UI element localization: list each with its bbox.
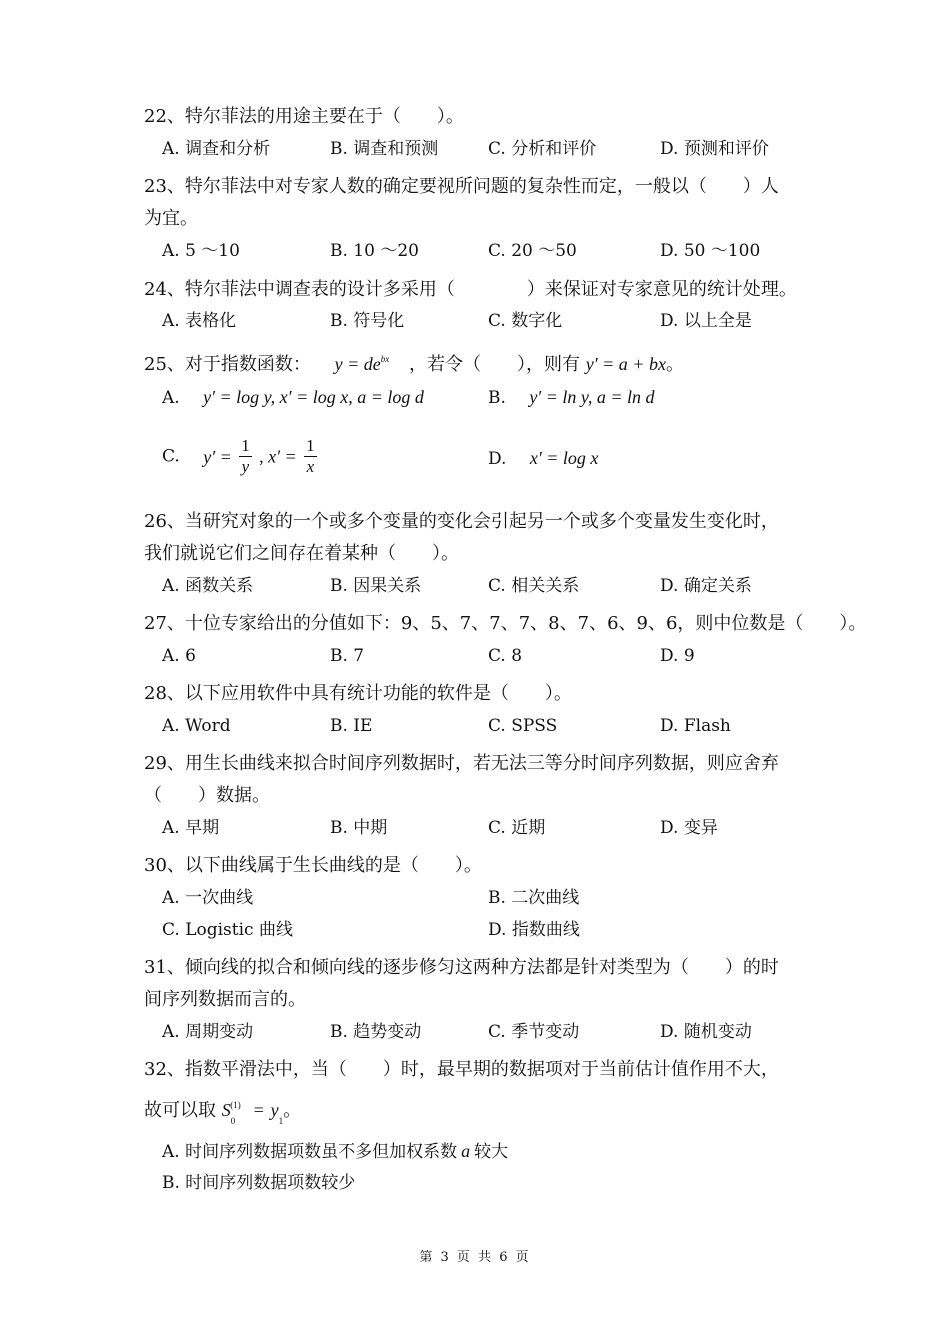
question-32-option-a: A. 时间序列数据项数虽不多但加权系数 a 较大 — [162, 1141, 509, 1162]
question-25-stem-part-b: ，若令（ ），则有 — [409, 354, 580, 375]
question-31-option-b: B. 趋势变动 — [330, 1022, 422, 1042]
page-footer: 第 3 页 共 6 页 — [419, 1250, 531, 1265]
question-25-formula: $y = de^{bx}$ — [334, 354, 390, 374]
question-24-option-b: B. 符号化 — [330, 311, 405, 331]
question-32-stem-line1: 32、指数平滑法中，当（ ）时，最早期的数据项对于当前估计值作用不大， — [144, 1059, 779, 1080]
question-32-stem-line2: 故可以取 $S_0^{(1)} = y_1$。 — [144, 1100, 302, 1126]
question-31-stem-line1: 31、倾向线的拟合和倾向线的逐步修匀这两种方法都是针对类型为（ ）的时 — [144, 957, 779, 978]
question-29-option-b: B. 中期 — [330, 818, 388, 838]
question-29-option-d: D. 变异 — [660, 818, 718, 838]
question-26-option-a: A. 函数关系 — [162, 576, 254, 596]
question-26-option-c: C. 相关关系 — [488, 576, 580, 596]
question-28-option-d: D. Flash — [660, 716, 731, 736]
question-26-stem-line1: 26、当研究对象的一个或多个变量的变化会引起另一个或多个变量发生变化时， — [144, 511, 779, 532]
question-27-option-b: B. 7 — [330, 646, 365, 666]
question-31-stem-line2: 间序列数据而言的。 — [144, 989, 306, 1010]
question-29-option-a: A. 早期 — [162, 818, 220, 838]
question-25-formula-2: y′ = a + bx — [585, 354, 666, 374]
fraction-1-over-y: $\frac{1}{y}$ — [241, 436, 250, 476]
s-zero-formula: $S_0^{(1)}$ — [221, 1100, 241, 1126]
question-30-option-d: D. 指数曲线 — [488, 920, 580, 940]
question-23-option-d: D. 50 ～100 — [660, 241, 761, 261]
question-28-option-c: C. SPSS — [488, 716, 558, 736]
question-22-option-a: A. 调查和分析 — [162, 139, 271, 159]
question-25-option-a: A. y′ = log y, x′ = log x, a = log d — [162, 387, 424, 408]
question-31-option-c: C. 季节变动 — [488, 1022, 580, 1042]
question-27-stem: 27、十位专家给出的分值如下：9、5、7、7、7、8、7、6、9、6，则中位数是（ ）。 — [144, 613, 867, 634]
question-25-stem — [144, 348, 684, 376]
question-30-option-a: A. 一次曲线 — [162, 888, 254, 908]
question-30-stem: 30、以下曲线属于生长曲线的是（ ）。 — [144, 855, 482, 876]
question-31-option-a: A. 周期变动 — [162, 1022, 254, 1042]
question-25-option-b: B. y′ = ln y, a = ln d — [488, 387, 655, 408]
question-28-option-b: B. IE — [330, 716, 373, 736]
question-25-stem-part-c: 。 — [665, 354, 684, 375]
question-23-option-a: A. 5 ～10 — [162, 241, 240, 261]
question-29-stem-line1: 29、用生长曲线来拟合时间序列数据时，若无法三等分时间序列数据，则应舍弃 — [144, 753, 779, 774]
question-25-stem-part-a: 25、对于指数函数： — [144, 354, 311, 375]
question-22-option-d: D. 预测和评价 — [660, 139, 769, 159]
y-one-formula: $y_1$ — [270, 1100, 284, 1126]
question-23-stem-line1: 23、特尔菲法中对专家人数的确定要视所问题的复杂性而定，一般以（ ）人 — [144, 176, 779, 197]
question-24-option-a: A. 表格化 — [162, 311, 237, 331]
question-22-option-b: B. 调查和预测 — [330, 139, 439, 159]
question-24-option-d: D. 以上全是 — [660, 311, 752, 331]
question-28-stem: 28、以下应用软件中具有统计功能的软件是（ ）。 — [144, 683, 572, 704]
question-22-option-c: C. 分析和评价 — [488, 139, 597, 159]
question-27-option-a: A. 6 — [162, 646, 196, 666]
question-29-stem-line2: （ ）数据。 — [144, 785, 270, 806]
question-26-stem-line2: 我们就说它们之间存在着某种（ ）。 — [144, 543, 459, 564]
question-23-stem-line2: 为宜。 — [144, 208, 198, 229]
question-23-option-b: B. 10 ～20 — [330, 241, 419, 261]
question-28-option-a: A. Word — [162, 716, 231, 736]
question-24-stem: 24、特尔菲法中调查表的设计多采用（ ）来保证对专家意见的统计处理。 — [144, 279, 797, 300]
question-27-option-c: C. 8 — [488, 646, 523, 666]
question-26-option-b: B. 因果关系 — [330, 576, 422, 596]
question-30-option-b: B. 二次曲线 — [488, 888, 580, 908]
question-22-stem: 22、特尔菲法的用途主要在于（ ）。 — [144, 106, 464, 127]
question-25-option-d: D. x′ = log x — [488, 448, 599, 469]
question-31-option-d: D. 随机变动 — [660, 1022, 752, 1042]
question-25-option-c: C. y′ = $\frac{1}{y}$ , x′ = $\frac{1}{x}$ — [162, 436, 315, 476]
question-24-option-c: C. 数字化 — [488, 311, 563, 331]
question-27-option-d: D. 9 — [660, 646, 695, 666]
question-30-option-c: C. Logistic 曲线 — [162, 920, 293, 940]
question-32-option-b: B. 时间序列数据项数较少 — [162, 1173, 356, 1193]
question-29-option-c: C. 近期 — [488, 818, 546, 838]
fraction-1-over-x: $\frac{1}{x}$ — [306, 436, 315, 476]
question-26-option-d: D. 确定关系 — [660, 576, 752, 596]
question-23-option-c: C. 20 ～50 — [488, 241, 577, 261]
